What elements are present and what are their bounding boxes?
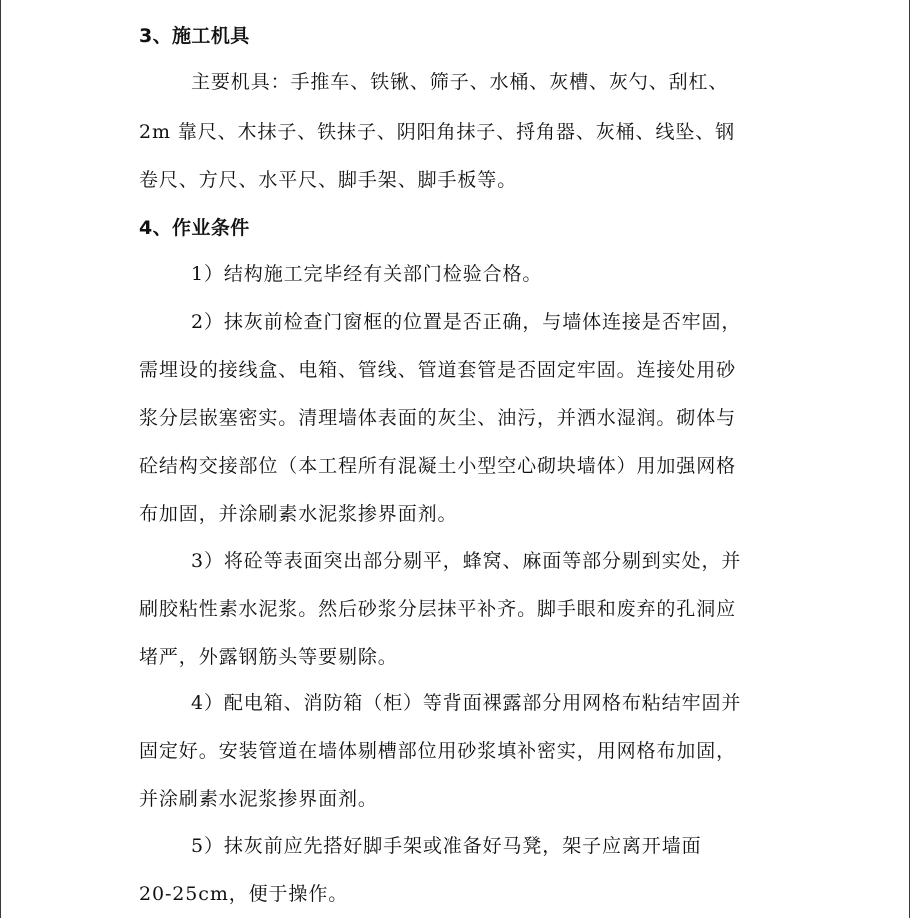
- paragraph-line: 3）将砼等表面突出部分剔平，蜂窝、麻面等部分剔到实处，并: [191, 550, 742, 572]
- paragraph-line: 5）抹灰前应先搭好脚手架或准备好马凳，架子应离开墙面: [191, 835, 702, 857]
- paragraph-line: 主要机具：手推车、铁锹、筛子、水桶、灰槽、灰勺、刮杠、: [191, 71, 729, 93]
- section-4-heading: 4、作业条件: [139, 217, 250, 239]
- paragraph-line: 20-25cm，便于操作。: [139, 883, 349, 905]
- section-3-heading: 3、施工机具: [139, 25, 250, 47]
- paragraph-line: 1）结构施工完毕经有关部门检验合格。: [191, 263, 543, 285]
- paragraph-line: 刷胶粘性素水泥浆。然后砂浆分层抹平补齐。脚手眼和废弃的孔洞应: [139, 598, 737, 620]
- paragraph-line: 布加固，并涂刷素水泥浆掺界面剂。: [139, 503, 458, 525]
- paragraph-line: 需埋设的接线盒、电箱、管线、管道套管是否固定牢固。连接处用砂: [139, 359, 737, 381]
- paragraph-line: 堵严，外露钢筋头等要剔除。: [139, 646, 398, 668]
- paragraph-line: 2m 靠尺、木抹子、铁抹子、阴阳角抹子、捋角器、灰桶、线坠、钢: [139, 121, 736, 143]
- paragraph-line: 并涂刷素水泥浆掺界面剂。: [139, 788, 378, 810]
- paragraph-line: 砼结构交接部位（本工程所有混凝土小型空心砌块墙体）用加强网格: [139, 455, 737, 477]
- paragraph-line: 浆分层嵌塞密实。清理墙体表面的灰尘、油污，并洒水湿润。砌体与: [139, 407, 737, 429]
- paragraph-line: 卷尺、方尺、水平尺、脚手架、脚手板等。: [139, 169, 518, 191]
- paragraph-line: 2）抹灰前检查门窗框的位置是否正确，与墙体连接是否牢固，: [191, 311, 742, 333]
- paragraph-line: 4）配电箱、消防箱（柜）等背面裸露部分用网格布粘结牢固并: [191, 692, 742, 714]
- paragraph-line: 固定好。安装管道在墙体剔槽部位用砂浆填补密实，用网格布加固，: [139, 740, 737, 762]
